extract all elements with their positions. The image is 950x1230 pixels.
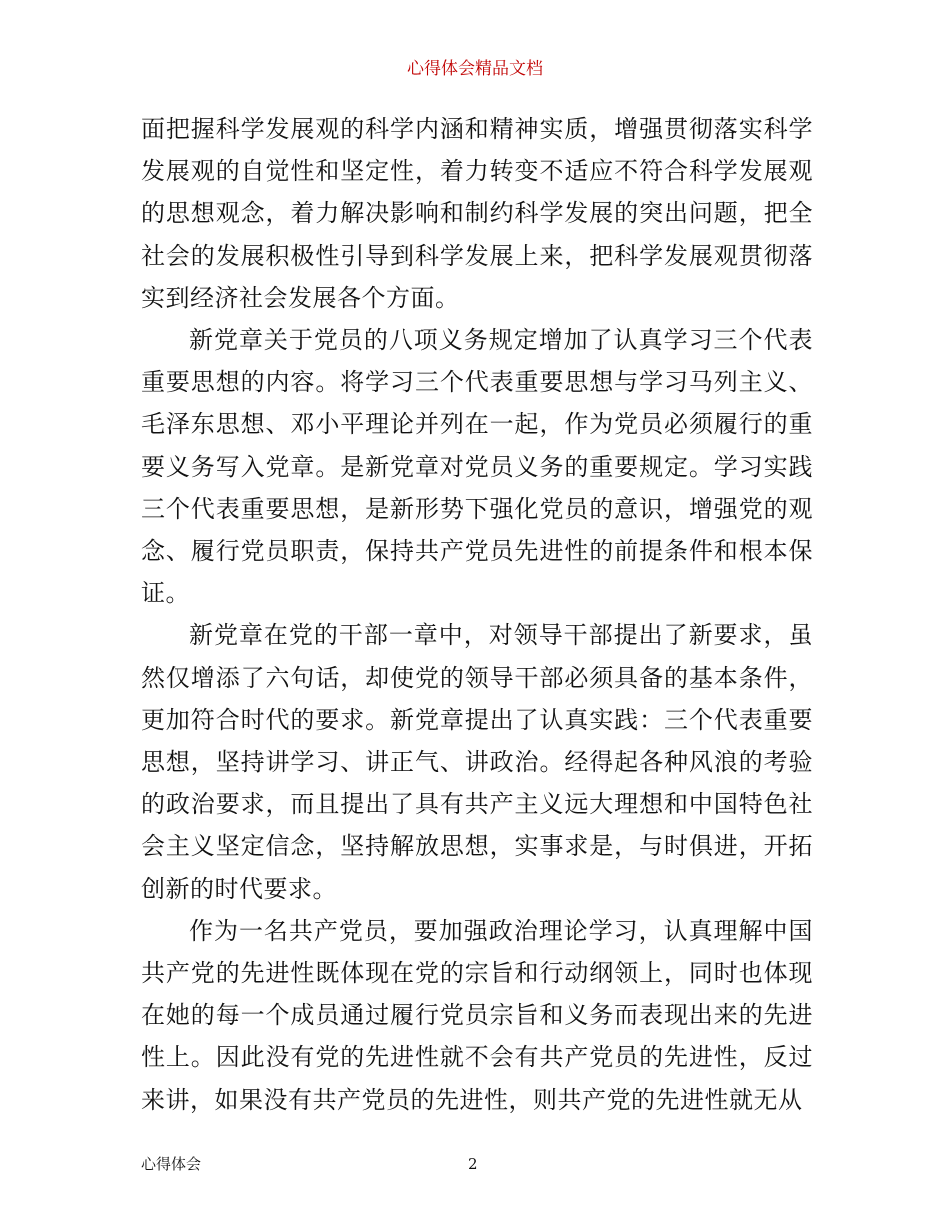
paragraph-cadre-requirements: 新党章在党的干部一章中，对领导干部提出了新要求，虽然仅增添了六句话，却使党的领导干部必须具备的基本条件，更加符合时代的要求。新党章提出了认真实践：三个代表重要思想，坚持讲学习、讲正气、讲政治。经得起各种风浪的考验的政治要求，而且提出了具有共产主义远大理想和中国特色社会主义坚定信念，坚持解放思想，实事求是，与时俱进，开拓创新的时代要求。 (141, 621, 813, 903)
paragraph-party-member-duties: 新党章关于党员的八项义务规定增加了认真学习三个代表重要思想的内容。将学习三个代表重要思想与学习马列主义、毛泽东思想、邓小平理论并列在一起，作为党员必须履行的重要义务写入党章。是新党章对党员义务的重要规定。学习实践三个代表重要思想，是新形势下强化党员的意识，增强党的观念、履行党员职责，保持共产党员先进性的前提条件和根本保证。 (141, 326, 813, 608)
document-body (141, 108, 813, 1121)
page-number: 2 (468, 1155, 478, 1173)
page-header-title: 心得体会精品文档 (407, 59, 543, 79)
paragraph-party-member-study: 作为一名共产党员，要加强政治理论学习，认真理解中国共产党的先进性既体现在党的宗旨和行动纲领上，同时也体现在她的每一个成员通过履行党员宗旨和义务而表现出来的先进性上。因此没有党的先进性就不会有共产党员的先进性，反过来讲，如果没有共产党员的先进性，则共产党的先进性就无从 (141, 916, 813, 1114)
paragraph-continuation: 面把握科学发展观的科学内涵和精神实质，增强贯彻落实科学发展观的自觉性和坚定性，着力转变不适应不符合科学发展观的思想观念，着力解决影响和制约科学发展的突出问题，把全社会的发展积极性引导到科学发展上来，把科学发展观贯彻落实到经济社会发展各个方面。 (141, 115, 813, 312)
page-footer-label: 心得体会 (141, 1155, 202, 1173)
